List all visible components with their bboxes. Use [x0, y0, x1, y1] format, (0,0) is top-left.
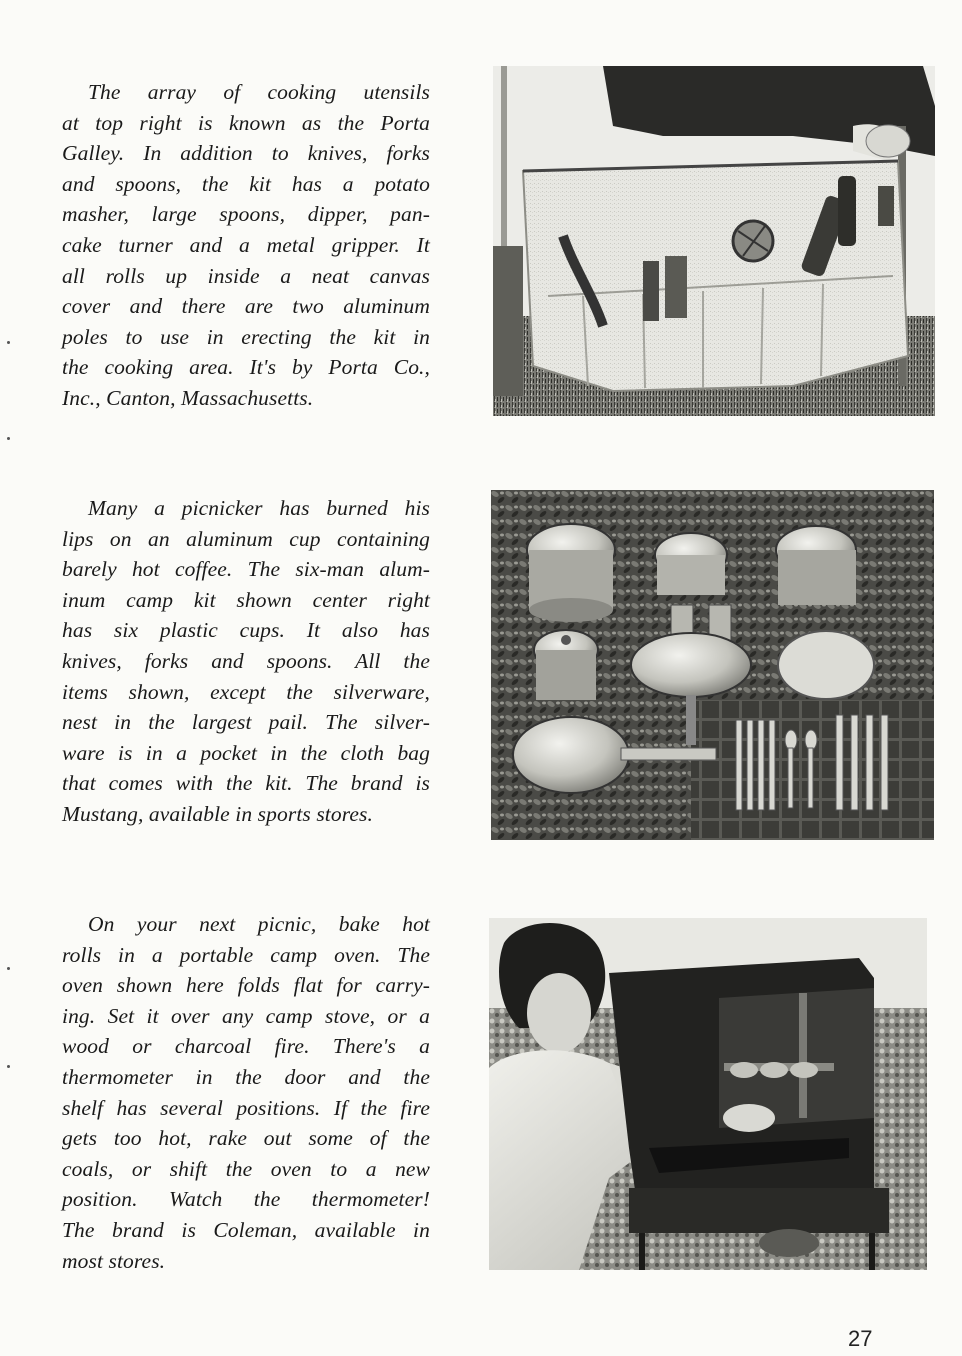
text-line: the cooking area. It's by Porta Co., [62, 355, 430, 380]
text-line: all rolls up inside a neat canvas [62, 263, 430, 288]
text-line: ware is in a pocket in the cloth bag [62, 740, 430, 765]
text-line: Inc., Canton, Massachusetts. [62, 385, 314, 410]
text-line: most stores. [62, 1248, 166, 1273]
text-line: oven shown here folds flat for carry- [62, 973, 430, 998]
paragraph-porta-galley [62, 77, 430, 414]
margin-mark [7, 967, 10, 970]
text-line: cover and there are two aluminum [62, 294, 430, 319]
text-line: The brand is Coleman, available in [62, 1217, 430, 1242]
text-line: Mustang, available in sports stores. [62, 801, 373, 826]
text-line: The array of cooking utensils [88, 80, 430, 104]
paragraph-camp-kit [62, 493, 430, 830]
text-line: Galley. In addition to knives, forks [62, 141, 430, 166]
text-line: position. Watch the thermometer! [62, 1187, 430, 1212]
text-line: inum camp kit shown center right [62, 587, 430, 612]
text-line: thermometer in the door and the [62, 1064, 430, 1089]
text-line: gets too hot, rake out some of the [62, 1126, 430, 1151]
photo-aluminum-camp-kit [491, 490, 934, 840]
text-line: rolls in a portable camp oven. The [62, 942, 430, 967]
text-line: cake turner and a metal gripper. It [62, 232, 430, 257]
margin-mark [7, 341, 10, 344]
text-line: nest in the largest pail. The silver- [62, 710, 430, 735]
text-line: has six plastic cups. It also has [62, 618, 430, 643]
page-number: 27 [848, 1326, 873, 1351]
margin-mark [7, 1065, 10, 1068]
text-line: On your next picnic, bake hot [88, 912, 430, 936]
photo-camp-oven [489, 918, 927, 1270]
text-line: items shown, except the silverware, [62, 679, 430, 704]
text-line: coals, or shift the oven to a new [62, 1156, 430, 1181]
text-line: wood or charcoal fire. There's a [62, 1034, 430, 1059]
margin-mark [7, 437, 10, 440]
text-line: and spoons, the kit has a potato [62, 171, 430, 196]
text-line: poles to use in erecting the kit in [62, 324, 430, 349]
text-line: masher, large spoons, dipper, pan- [62, 202, 430, 227]
text-line: lips on an aluminum cup containing [62, 526, 430, 551]
text-line: knives, forks and spoons. All the [62, 648, 430, 673]
text-line: at top right is known as the Porta [62, 110, 430, 135]
text-line: shelf has several positions. If the fire [62, 1095, 430, 1120]
text-line: barely hot coffee. The six-man alum- [62, 557, 430, 582]
paragraph-camp-oven [62, 909, 430, 1276]
text-line: Many a picnicker has burned his [88, 496, 430, 520]
photo-porta-galley [493, 66, 935, 416]
text-line: that comes with the kit. The brand is [62, 771, 430, 796]
text-line: ing. Set it over any camp stove, or a [62, 1003, 430, 1028]
